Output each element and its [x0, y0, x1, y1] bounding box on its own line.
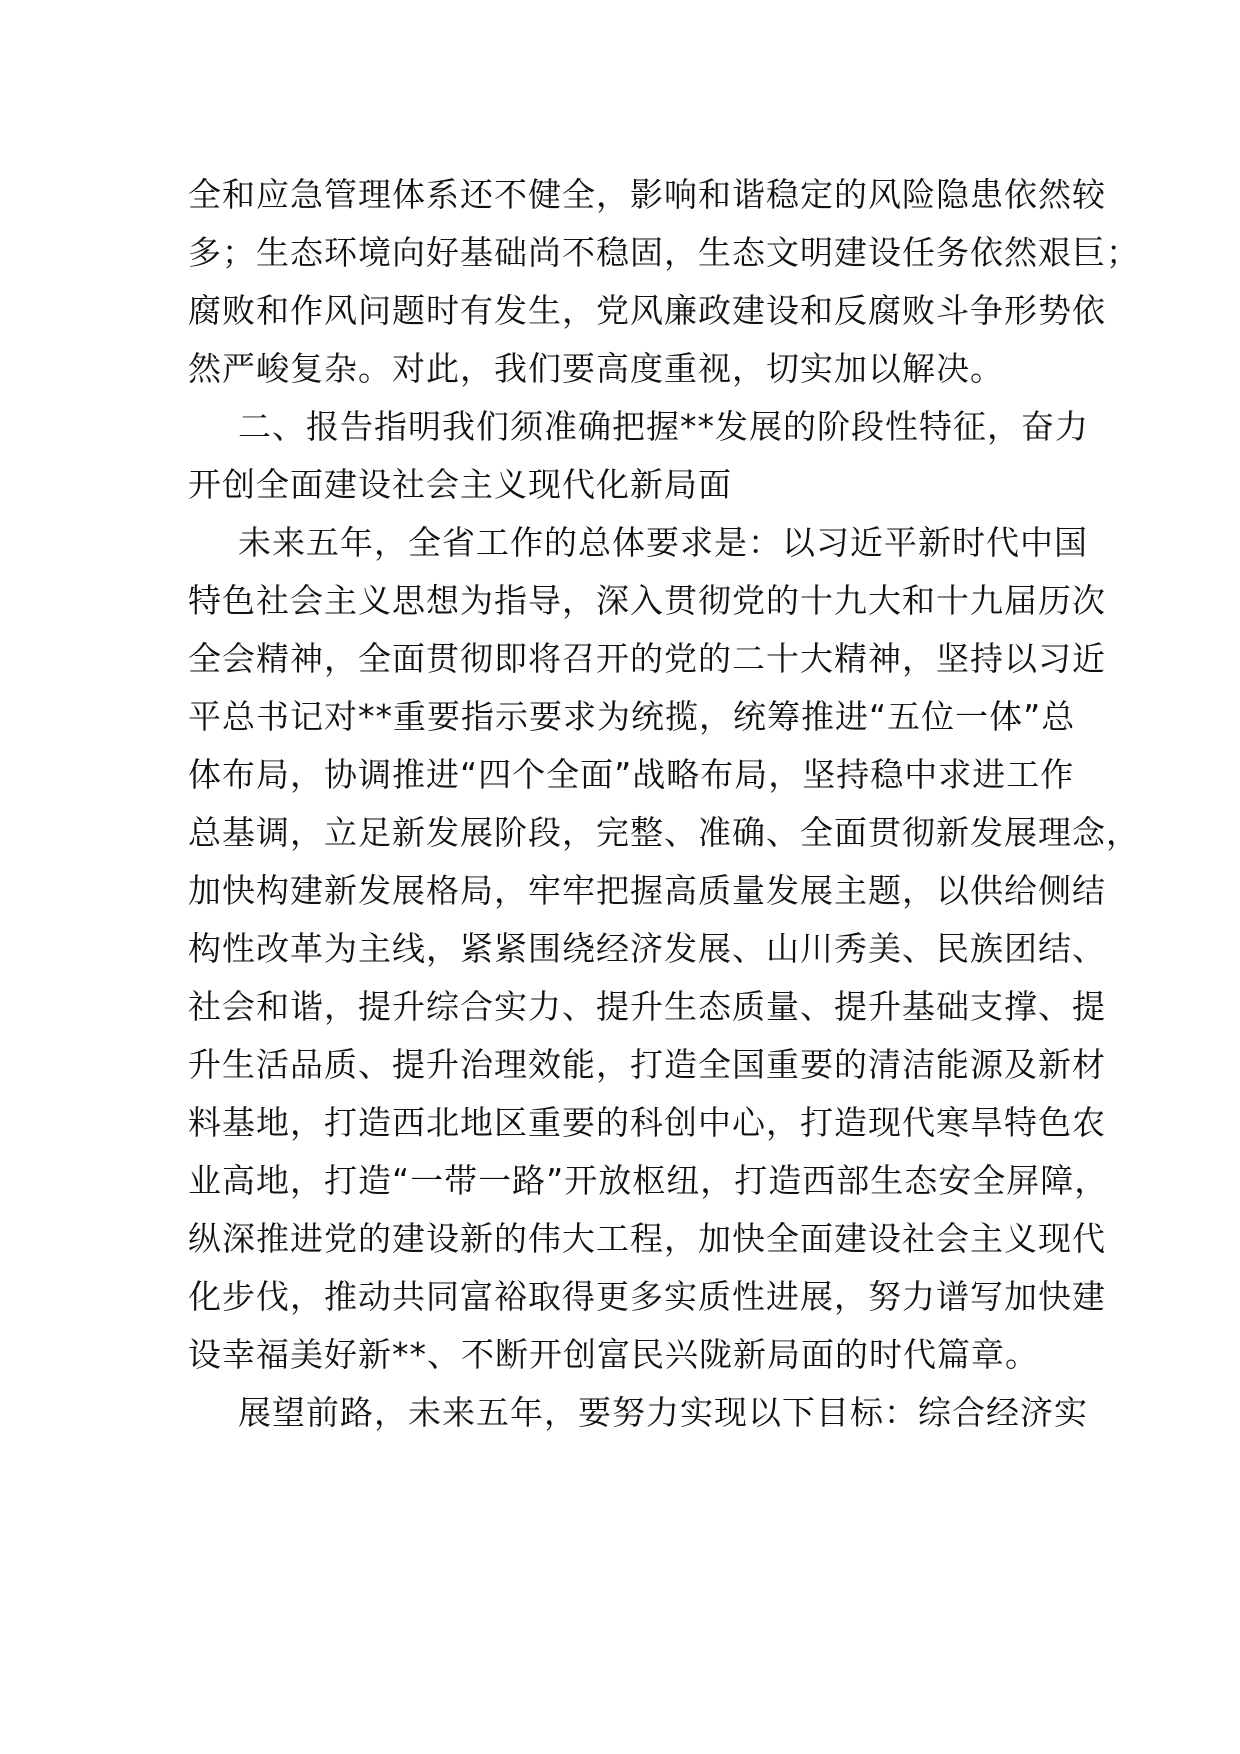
section-heading-line: 开创全面建设社会主义现代化新局面	[188, 465, 732, 504]
text-line: 社会和谐，提升综合实力、提升生态质量、提升基础支撑、提	[188, 987, 1106, 1026]
text-line: 然严峻复杂。对此，我们要高度重视，切实加以解决。	[188, 349, 1004, 388]
text-line: 总基调，立足新发展阶段，完整、准确、全面贯彻新发展理念，	[188, 813, 1140, 852]
text-line: 化步伐，推动共同富裕取得更多实质性进展，努力谱写加快建	[188, 1277, 1106, 1316]
text-line: 业高地，打造“一带一路”开放枢纽，打造西部生态安全屏障，	[188, 1161, 1109, 1200]
section-heading-line: 二、报告指明我们须准确把握**发展的阶段性特征，奋力	[238, 407, 1089, 446]
text-line: 腐败和作风问题时有发生，党风廉政建设和反腐败斗争形势依	[188, 291, 1106, 330]
text-line: 设幸福美好新**、不断开创富民兴陇新局面的时代篇章。	[188, 1335, 1039, 1374]
text-line: 展望前路，未来五年，要努力实现以下目标：综合经济实	[238, 1393, 1088, 1432]
text-line: 料基地，打造西北地区重要的科创中心，打造现代寒旱特色农	[188, 1103, 1106, 1142]
text-line: 体布局，协调推进“四个全面”战略布局，坚持稳中求进工作	[188, 755, 1075, 794]
text-line: 纵深推进党的建设新的伟大工程，加快全面建设社会主义现代	[188, 1219, 1106, 1258]
text-line: 未来五年，全省工作的总体要求是：以习近平新时代中国	[238, 523, 1088, 562]
text-line: 全会精神，全面贯彻即将召开的党的二十大精神，坚持以习近	[188, 639, 1106, 678]
text-line: 加快构建新发展格局，牢牢把握高质量发展主题，以供给侧结	[188, 871, 1106, 910]
text-line: 构性改革为主线，紧紧围绕经济发展、山川秀美、民族团结、	[188, 929, 1106, 968]
text-line: 特色社会主义思想为指导，深入贯彻党的十九大和十九届历次	[188, 581, 1106, 620]
text-line: 全和应急管理体系还不健全，影响和谐稳定的风险隐患依然较	[188, 175, 1106, 214]
text-line: 多；生态环境向好基础尚不稳固，生态文明建设任务依然艰巨；	[188, 233, 1140, 272]
text-line: 平总书记对**重要指示要求为统揽，统筹推进“五位一体”总	[188, 697, 1076, 736]
text-line: 升生活品质、提升治理效能，打造全国重要的清洁能源及新材	[188, 1045, 1106, 1084]
